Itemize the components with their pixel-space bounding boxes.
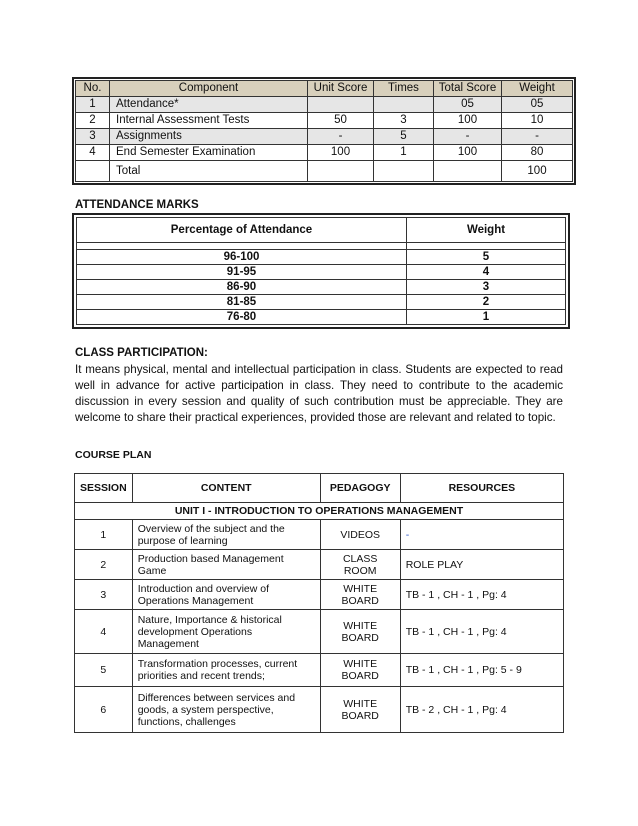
header-content: CONTENT [132,474,320,503]
cell-range: 96-100 [77,250,407,265]
resources-dash: - [405,528,410,541]
table-row [75,654,564,687]
cell-resources [400,520,563,550]
cell-pedagogy: WHITE BOARD [320,654,400,687]
cell-pedagogy: WHITE BOARD [320,610,400,654]
table-row [75,550,564,580]
header-weight: Weight [407,218,566,243]
cell-resources: TB - 2 , CH - 1 , Pg: 4 [400,687,563,733]
header-resources: RESOURCES [400,474,563,503]
cell-resources: TB - 1 , CH - 1 , Pg: 4 [400,610,563,654]
header-weight: Weight [502,81,573,97]
cell-content: Differences between services and goods, a system perspective, functions, challenges [132,687,320,733]
cell-range: 81-85 [77,295,407,310]
components-table-frame [72,77,576,185]
cell-weight: 80 [502,145,573,161]
header-times: Times [374,81,434,97]
components-table [75,80,573,182]
table-row [77,295,566,310]
cell-pedagogy: WHITE BOARD [320,580,400,610]
header-component: Component [110,81,308,97]
header-pedagogy: PEDAGOGY [320,474,400,503]
class-participation-heading: CLASS PARTICIPATION: [75,347,208,359]
cell-session: 4 [75,610,133,654]
cell-times: 3 [374,113,434,129]
cell-weight: 1 [407,310,566,325]
course-plan-header-row [75,474,564,503]
cell-times [374,97,434,113]
header-total-score: Total Score [434,81,502,97]
header-unit-score: Unit Score [308,81,374,97]
header-percentage: Percentage of Attendance [77,218,407,243]
cell-total-score: 100 [434,145,502,161]
cell-unit-score: 50 [308,113,374,129]
cell-component: Internal Assessment Tests [110,113,308,129]
cell-weight: 3 [407,280,566,295]
header-session: SESSION [75,474,133,503]
cell-no: 4 [76,145,110,161]
cell-times: 1 [374,145,434,161]
unit-row [75,503,564,520]
cell-component: Attendance* [110,97,308,113]
table-row [75,580,564,610]
cell-session: 3 [75,580,133,610]
cell-component: Assignments [110,129,308,145]
attendance-table [76,217,566,325]
attendance-header-row [77,218,566,243]
cell-total-score: 100 [434,113,502,129]
attendance-heading: ATTENDANCE MARKS [75,199,199,211]
cell-weight: - [502,129,573,145]
cell-unit-score: 100 [308,145,374,161]
unit-title: UNIT I - INTRODUCTION TO OPERATIONS MANAGEMENT [75,503,564,520]
cell-session: 1 [75,520,133,550]
cell-pedagogy: VIDEOS [320,520,400,550]
cell-empty [308,161,374,182]
cell-content: Nature, Importance & historical development Operations Management [132,610,320,654]
table-row [76,145,573,161]
cell-pedagogy: CLASS ROOM [320,550,400,580]
cell-content: Transformation processes, current priorities and recent trends; [132,654,320,687]
cell-session: 5 [75,654,133,687]
table-row [76,97,573,113]
total-row [76,161,573,182]
cell-range: 91-95 [77,265,407,280]
total-weight: 100 [502,161,573,182]
cell-resources: ROLE PLAY [400,550,563,580]
table-row [75,687,564,733]
attendance-table-frame [72,213,570,329]
cell-total-score: 05 [434,97,502,113]
table-row [77,280,566,295]
cell-resources: TB - 1 , CH - 1 , Pg: 5 - 9 [400,654,563,687]
cell-total-score: - [434,129,502,145]
course-plan-heading: COURSE PLAN [75,449,152,461]
cell-resources: TB - 1 , CH - 1 , Pg: 4 [400,580,563,610]
cell-component: End Semester Examination [110,145,308,161]
cell-session: 6 [75,687,133,733]
cell-empty [374,161,434,182]
cell-weight: 2 [407,295,566,310]
cell-weight: 05 [502,97,573,113]
cell-unit-score: - [308,129,374,145]
cell-pedagogy: WHITE BOARD [320,687,400,733]
cell-content: Overview of the subject and the purpose of learning [132,520,320,550]
table-row [75,610,564,654]
total-label: Total [110,161,308,182]
cell-range: 76-80 [77,310,407,325]
cell-content: Production based Management Game [132,550,320,580]
cell-no: 3 [76,129,110,145]
table-row [75,520,564,550]
cell-unit-score [308,97,374,113]
cell-no: 1 [76,97,110,113]
cell-empty [434,161,502,182]
cell-range: 86-90 [77,280,407,295]
cell-empty [76,161,110,182]
cell-weight: 5 [407,250,566,265]
course-plan-table [74,473,564,733]
table-row [77,265,566,280]
table-row [77,310,566,325]
header-no: No. [76,81,110,97]
cell-weight: 10 [502,113,573,129]
cell-no: 2 [76,113,110,129]
cell-times: 5 [374,129,434,145]
table-row [77,250,566,265]
table-row [76,113,573,129]
cell-weight: 4 [407,265,566,280]
spacer-row [77,243,566,250]
cell-content: Introduction and overview of Operations Management [132,580,320,610]
components-header-row [76,81,573,97]
cell-session: 2 [75,550,133,580]
table-row [76,129,573,145]
class-participation-text: It means physical, mental and intellectual participation in class. Students are expected to read well in advance for active participation in class. They need to contribute to the academic discussion in every session and quality of such contribution must be appreciable. They are welcome to share their practical experiences, provided those are relevant and related to topic. [75,363,563,424]
